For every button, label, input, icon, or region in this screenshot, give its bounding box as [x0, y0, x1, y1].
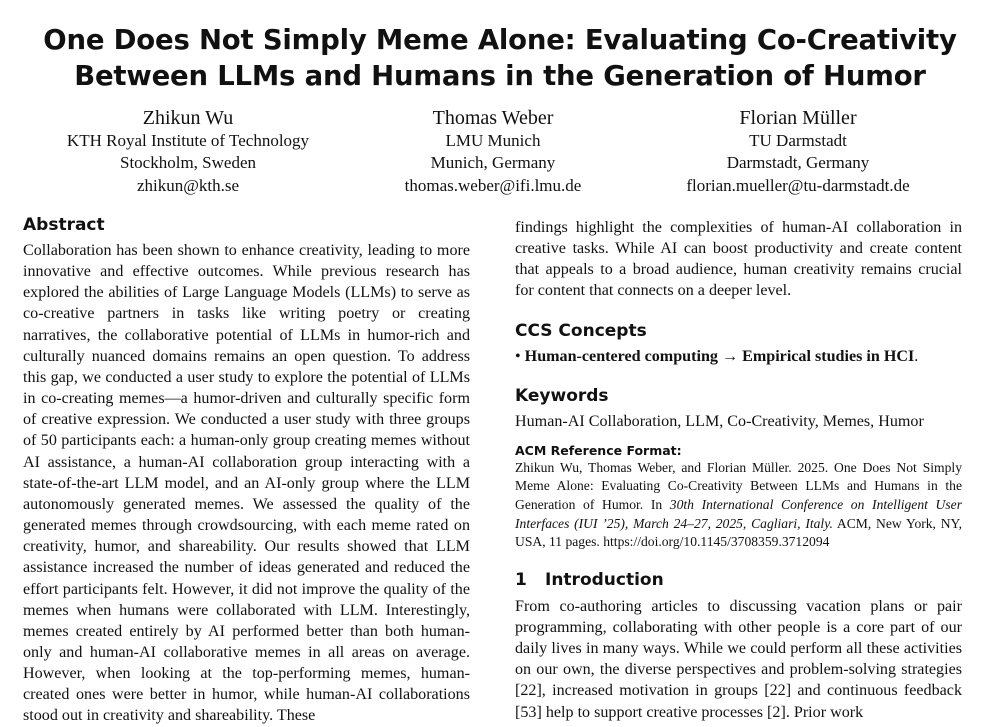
ccs-heading: CCS Concepts	[515, 320, 647, 341]
right-column	[515, 214, 962, 723]
author-location: Darmstadt, Germany	[726, 153, 870, 173]
acm-reference-publisher-doi: ACM, New York, NY, USA, 11 pages. https://doi.org/10.1145/3708359.3712094	[515, 515, 963, 550]
ccs-subconcept: Empirical studies in HCI	[742, 347, 915, 365]
author-name: Florian Müller	[739, 107, 857, 129]
author-affiliation: KTH Royal Institute of Technology	[66, 131, 310, 150]
author-location: Stockholm, Sweden	[120, 153, 256, 173]
paper-title-line-2: Between LLMs and Humans in the Generation of Humor	[74, 60, 926, 92]
abstract-continuation: findings highlight the complexities of human-AI collaboration in creative tasks. While AI can boost productivity and create content that appeals to a broad audience, human creativity remains crucial for content that connects on a deeper level.	[515, 219, 962, 300]
ccs-arrow: →	[721, 347, 739, 365]
left-column	[23, 214, 470, 727]
keywords-heading: Keywords	[515, 385, 609, 406]
author-affiliation: TU Darmstadt	[749, 131, 847, 150]
introduction-text: From co-authoring articles to discussing vacation plans or pair programming, collaborating with other people is a core part of our daily lives in many ways. While we could perform all these activities on our own, the diverse perspectives and problem-solving strategies [22], increased motivation in groups [22] and continuous feedback [53] help to support creative processes [2]. Prior work	[515, 597, 962, 721]
author-email: zhikun@kth.se	[136, 175, 240, 195]
ccs-concepts	[515, 346, 962, 367]
author-2	[328, 106, 658, 197]
introduction-heading	[515, 569, 962, 591]
author-email: florian.mueller@tu-darmstadt.de	[686, 175, 910, 195]
author-email: thomas.weber@ifi.lmu.de	[404, 175, 582, 195]
author-1	[23, 106, 353, 197]
abstract-text: Collaboration has been shown to enhance creativity, leading to more innovative and effective outcomes. While previous research has explored the abilities of Large Language Models (LLMs) to serve as co-creative partners in tasks like writing poetry or creating narratives, the collaborative potential of LLMs in humor-rich and culturally nuanced domains remains an open question. To address this gap, we conducted a user study to explore the potential of LLMs in co-creating memes—a humor-driven and culturally specific form of creative expression. We conducted a user study with three groups of 50 participants each: a human-only group creating memes without AI assistance, a human-AI collaboration group interacting with a state-of-the-art LLM model, and an AI-only group where the LLM autonomously generated memes. We assessed the quality of the generated memes through crowdsourcing, with each meme rated on creativity, humor, and shareability. Our results showed that LLM assistance increased the number of ideas generated and reduced the effort participants felt. However, it did not improve the quality of the memes when humans were collaborated with LLM. Interestingly, memes created entirely by AI performed better than both human-only and human-AI collaborative memes in all areas on average. However, when looking at the top-performing memes, human-created ones were better in humor, while human-AI collaborations stood out in creativity and shareability. These	[23, 242, 470, 725]
author-3	[633, 106, 963, 197]
section-title: Introduction	[545, 569, 664, 590]
author-name: Zhikun Wu	[142, 107, 234, 129]
acm-reference-text	[515, 459, 962, 552]
acm-reference-authors-title: Zhikun Wu, Thomas Weber, and Florian Müller. 2025. One Does Not Simply Meme Alone: Evaluating Co-Creativity Between LLMs and Humans in the Generation of Humor. In	[515, 459, 962, 512]
author-affiliation: LMU Munich	[445, 131, 541, 150]
keywords-text: Human-AI Collaboration, LLM, Co-Creativity, Memes, Humor	[515, 412, 924, 430]
ccs-concept: Human-centered computing	[524, 347, 718, 365]
section-number: 1	[515, 569, 527, 590]
author-location: Munich, Germany	[430, 153, 556, 173]
ccs-period: .	[914, 347, 919, 365]
abstract-heading: Abstract	[23, 215, 105, 235]
paper-title-line-1: One Does Not Simply Meme Alone: Evaluating Co-Creativity	[43, 24, 957, 56]
acm-reference-venue: 30th International Conference on Intelligent User Interfaces (IUI ’25), March 24–27, 2025, Cagliari, Italy.	[515, 496, 962, 531]
acm-reference-heading: ACM Reference Format:	[515, 442, 682, 458]
author-name: Thomas Weber	[432, 107, 554, 129]
paper-title	[0, 22, 1000, 94]
ccs-bullet: •	[515, 347, 521, 365]
